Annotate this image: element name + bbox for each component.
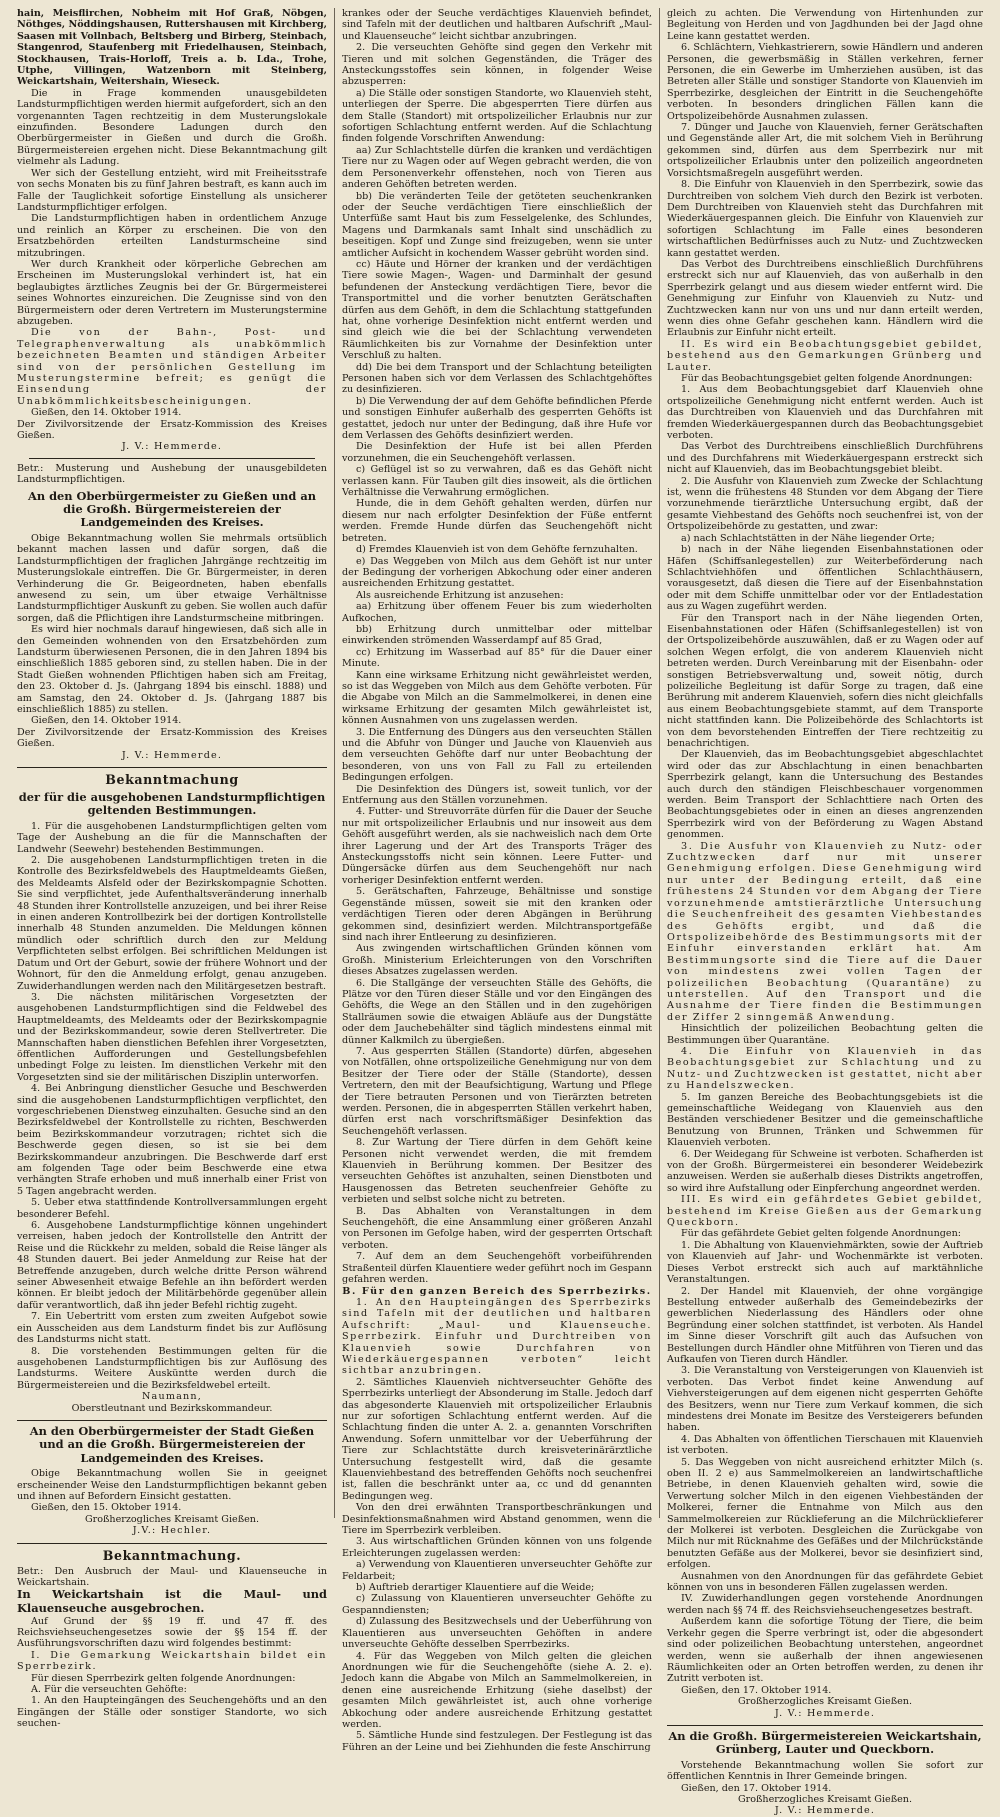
paragraph: aa) Zur Schlachtstelle dürfen die kranken und verdächtigen Tiere nur zu Wagen oder auf Wegen gebracht werden, die von dem Personenverkehr offenstehen, noch von Tieren aus anderen Gehöften betreten werden. <box>342 144 652 191</box>
numbered-paragraph: 6. Ausgehobene Landsturmpflichtige können ungehindert verreisen, haben jedoch der Kontrollstelle den Antritt der Reise und die Rückkehr zu melden, sobald die Reise länger als 48 Stunden dauert. Bei jeder Anmeldung zur Reise hat der Betreffende anzugeben, durch welche dritte Person während seiner Abwesenheit etwaige Befehle an ihn befördert werden können. Er bleibt jedoch der Militärbehörde gegenüber allein dafür verantwortlich, daß ihn jeder Befehl richtig zugeht. <box>17 1220 327 1311</box>
paragraph: cc) Erhitzung im Wasserbad auf 85° für die Dauer einer Minute. <box>342 646 652 670</box>
paragraph: 2. Sämtliches Klauenvieh nichtverseuchter Gehöfte des Sperrbezirks unterliegt der Absonderung im Stalle. Jedoch darf das abgesonderte Klauenvieh mit ortspolizeilicher Erlaubnis nur zur sofortigen Schlachtung entfernt werden. Auf die Schlachtung finden die unter A. 2. a. genannten Vorschriften Anwendung. Sofern unmittelbar vor der Ueberführung der Tiere zur Schlachtstätte durch kreisveterinärärztliche Untersuchung festgestellt wird, daß die gesamte Klauenviehbestand des betreffenden Gehöfts noch seuchenfrei ist, fallen die beschränkt unter aa, cc und dd genannten Bedingungen weg. <box>342 1376 652 1502</box>
paragraph: bb) Die veränderten Teile der getöteten seuchenkranken oder der Seuche verdächtigen Tiere einschließlich der Unterfüße samt Haut bis zum Fesselgelenke, des Schlundes, Magens und Darmkanals samt Inhalt sind unschädlich zu beseitigen. Kopf und Zunge sind freizugeben, wenn sie unter amtlicher Aufsicht in kochendem Wasser gebrüht worden sind. <box>342 190 652 259</box>
paragraph: 7. Auf dem an dem Seuchengehöft vorbeiführenden Straßenteil dürfen Klauentiere weder geführt noch im Gespann gefahren werden. <box>342 1251 652 1286</box>
paragraph: Von den drei erwähnten Transportbeschränkungen und Desinfektionsmaßnahmen wird Abstand genommen, wenn die Tiere im Sperrbezirk verbleiben. <box>342 1502 652 1537</box>
paragraph: 2. Die Ausfuhr von Klauenvieh zum Zwecke der Schlachtung ist, wenn die frühestens 48 Stunden vor dem Abgang der Tiere vorzunehmende tierärztliche Untersuchung ergibt, daß der gesamte Viehbestand des Gehöfts noch seuchenfrei ist, von der Ortspolizeibehörde zu gestatten, und zwar: <box>667 475 983 533</box>
paragraph: Die in Frage kommenden unausgebildeten Landsturmpflichtigen werden hiermit aufgefordert, sich an den vorgenannten Tagen rechtzeitig in dem Musterungslokale einzufinden. Besondere Ladungen durch den Oberbürgermeister in Gießen und durch die Großh. Bürgermeistereien ergehen nicht. Diese Bekanntmachung gilt vielmehr als Ladung. <box>17 87 327 168</box>
paragraph: 4. Futter- und Streuvorräte dürfen für die Dauer der Seuche nur mit ortspolizeilicher Erlaubnis und nur insoweit aus dem Gehöft ausgeführt werden, als sie nachweislich nach dem Orte ihrer Lagerung und der Art des Transports Träger des Ansteckungsstoffs nicht sein können. Leere Futter- und Düngersäcke dürfen aus dem Seuchengehöft nur nach vorheriger Desinfektion entfernt werden. <box>342 806 652 886</box>
signature-title: Oberstleutnant und Bezirkskommandeur. <box>71 1402 273 1414</box>
paragraph: Das Verbot des Durchtreibens einschließlich Durchführens erstreckt sich nur auf Klauenvieh, das von außerhalb in den Sperrbezirk gelangt und aus diesem wieder entfernt wird. Die Genehmigung zur Einfuhr von Klauenvieh zu Nutz- und Zuchtzwecken kann nur von uns und nur dann erteilt werden, wenn dies ohne Gefahr geschehen kann. Händlern wird die Erlaubnis zur Einfuhr nicht erteilt. <box>667 258 983 339</box>
column-2 <box>335 8 660 1753</box>
section-heading: B. Für den ganzen Bereich des Sperrbezirks. <box>342 1285 652 1297</box>
paragraph: Als ausreichende Erhitzung ist anzusehen: <box>356 589 564 601</box>
issuer-line: Der Zivilvorsitzende der Ersatz-Kommission des Kreises Gießen. <box>17 726 327 750</box>
paragraph: 1. An den Haupteingängen des Sperrbezirks sind Tafeln mit der deutlichen und haltbaren Aufschrift: „Maul- und Klauenseuche. Sperrbezirk. Einfuhr und Durchtreiben von Klauenvieh sowie Durchfahren von Wiederkäuergespannen verboten“ leicht sichtbar anzubringen. <box>342 1296 652 1377</box>
column-3 <box>660 8 990 1817</box>
betreff-line: Betr.: Den Ausbruch der Maul- und Klauenseuche in Weickartshain. <box>17 1565 327 1588</box>
paragraph: d) Fremdes Klauenvieh ist von dem Gehöfte fernzuhalten. <box>356 544 638 556</box>
paragraph: gleich zu achten. Die Verwendung von Hirtenhunden zur Begleitung von Herden und von Jagdhunden bei der Jagd ohne Leine kann gestattet werden. <box>667 8 983 42</box>
divider <box>17 1543 327 1544</box>
paragraph: e) Das Weggeben von Milch aus dem Gehöft ist nur unter der Bedingung der vorherigen Abkochung oder einer anderen ausreichenden Erhitzung gestattet. <box>342 555 652 590</box>
paragraph: bb) Erhitzung durch unmittelbar oder mittelbar einwirkenden strömenden Wasserdampf auf 85 Grad, <box>342 623 652 647</box>
paragraph: Auf Grund der §§ 19 ff. und 47 ff. des Reichsviehseuchengesetzes sowie der §§ 154 ff. der Ausführungsvorschriften dazu wird folgendes bestimmt: <box>17 1615 327 1650</box>
paragraph: 8. Die Einfuhr von Klauenvieh in den Sperrbezirk, sowie das Durchtreiben von solchem Vieh durch den Bezirk ist verboten. Dem Durchtreiben von Klauenvieh steht das Durchfahren mit Wiederkäuergespannen gleich. Die Einfuhr von Klauenvieh zur sofortigen Schlachtung im Falle eines besonderen wirtschaftlichen Bedürfnisses auch zu Nutz- und Zuchtzwecken kann gestattet werden. <box>667 179 983 259</box>
paragraph: B. Das Abhalten von Veranstaltungen in dem Seuchengehöft, die eine Ansammlung einer größeren Anzahl von Personen im Gefolge haben, wird der gesperrten Ortschaft verboten. <box>342 1205 652 1251</box>
paragraph: Ausnahmen von den Anordnungen für das gefährdete Gebiet können von uns in besonderen Fällen zugelassen werden. <box>667 1570 983 1594</box>
paragraph: Obige Bekanntmachung wollen Sie mehrmals ortsüblich bekannt machen lassen und dafür sorgen, daß die Landsturmpflichtigen der fraglichen Jahrgänge rechtzeitig im Musterungslokale eintreffen. Die Gr. Bürgermeister, in deren Verhinderung die Gr. Beigeordneten, haben ebenfalls anwesend zu sein, um über etwaige Verhältnisse Landsturmpflichtiger Auskunft zu geben. Sie wollen auch dafür sorgen, daß die Pflichtigen ihre Landsturmscheine mitbringen. <box>17 532 327 624</box>
paragraph: b) Auftrieb derartiger Klauentiere auf die Weide; <box>356 1582 595 1594</box>
paragraph: Hunde, die in dem Gehöft gehalten werden, dürfen nur diesem nur nach erfolgter Desinfektion der Füße entfernt werden. Fremde Hunde dürfen das Seuchengehöft nicht betreten. <box>342 498 652 544</box>
column-1 <box>10 8 335 1730</box>
numbered-paragraph: 1. Für die ausgehobenen Landsturmpflichtigen gelten vom Tage der Aushebung an die für die Mannschaften der Landwehr (Seewehr) bestehenden Bestimmungen. <box>17 820 327 855</box>
paragraph: 4. Für das Weggeben von Milch gelten die gleichen Anordnungen wie für die Seuchengehöfte (siehe A. 2. e). Jedoch kann die Abgabe von Milch an Sammelmolkereien, in denen eine ausreichende Erhitzung (siehe daselbst) der gesamten Milch gewährleistet ist, auch ohne vorherige Abkochung oder andere ausreichende Erhitzung gestattet werden. <box>342 1650 652 1730</box>
paragraph: Für das Beobachtungsgebiet gelten folgende Anordnungen: <box>681 373 973 384</box>
divider <box>667 1725 983 1726</box>
paragraph: Vorstehende Bekanntmachung wollen Sie sofort zur öffentlichen Kenntnis in Ihrer Gemeinde bringen. <box>667 1759 983 1783</box>
paragraph: Außerdem kann die sofortige Tötung der Tiere, die beim Verkehr gegen die Sperre verbringt ist, oder die abgesondert sind oder polizeilichen Beobachtung unterstehen, angeordnet werden, wenn sie außerhalb der ihnen angewiesenen Räumlichkeiten oder an Orten betroffen werden, zu denen ihr Zutritt verboten ist. <box>667 1616 983 1685</box>
paragraph: 3. Aus wirtschaftlichen Gründen können von uns folgende Erleichterungen zugelassen werden: <box>342 1536 652 1559</box>
paragraph: 3. Die Entfernung des Düngers aus den verseuchten Ställen und die Abfuhr von Dünger und Jauche von Klauenvieh aus dem verseuchten Gehöfte darf nur unter Beobachtung der besonderen, von uns von Fall zu Fall zu erteilenden Bedingungen erfolgen. <box>342 726 652 784</box>
paragraph: Kann eine wirksame Erhitzung nicht gewährleistet werden, so ist das Weggeben von Milch aus dem Gehöfte verboten. Für die Abgabe von Milch an die Sammelmolkerei, in denen eine wirksame Erhitzung der gesamten Milch gewährleistet ist, können Ausnahmen von uns zugelassen werden. <box>342 669 652 727</box>
signature-name: Naumann, <box>141 1391 203 1403</box>
paragraph: Die Desinfektion des Düngers ist, soweit tunlich, vor der Entfernung aus den Ställen vorzunehmen. <box>342 783 652 807</box>
paragraph: 6. Die Stallgänge der verseuchten Ställe des Gehöfts, die Plätze vor den Türen dieser Ställe und vor den Eingängen des Gehöfts, die Wege an den Ställen und in den zugehörigen Stallräumen sowie die etwaigen Abläufe aus der Dungstätte oder dem Jauchebehälter sind täglich mindestens einmal mit dünner Kalkmilch zu übergießen. <box>342 977 652 1046</box>
paragraph: 3. Die Veranstaltung von Versteigerungen von Klauenvieh ist verboten. Das Verbot findet keine Anwendung auf Viehversteigerungen auf dem eigenen nicht gesperrten Gehöfte des Besitzers, wenn nur Tiere zum Verkauf kommen, die sich mindestens drei Monate im Besitze des Versteigerers befunden haben. <box>667 1365 983 1434</box>
paragraph: Für den Transport nach in der Nähe liegenden Orten, Eisenbahnstationen oder Häfen (Schiffsanlegestellen) ist von der Ortspolizeibehörde auszuwählen, daß er zu Wagen oder auf solchen Wegen erfolgt, die von anderem Klauenvieh nicht betreten werden. Durch Vereinbarung mit der Eisenbahn- oder sonstigen Betriebsverwaltung und, soweit nötig, durch polizeiliche Begleitung ist dafür Sorge zu tragen, daß eine Berührung mit anderem Klauenvieh, sofern dies nicht gleichfalls aus einem Beobachtungsgebiete stammt, auf dem Transporte nicht stattfinden kann. Die Polizeibehörde des Schlachtorts ist von dem bevorstehenden Eintreffen der Tiere rechtzeitig zu benachrichtigen. <box>667 612 983 749</box>
paragraph: b) nach in der Nähe liegenden Eisenbahnstationen oder Häfen (Schiffsanlegestellen) zur Weiterbeförderung nach Schlachtviehhöfen und öffentlichen Schlachthäusern, vorausgesetzt, daß diesen die Tiere auf der Eisenbahnstation oder mit dem Schiffe unmittelbar oder vor der Entladestation aus zu Wagen zugeführt werden. <box>667 544 983 613</box>
paragraph: a) nach Schlachtstätten in der Nähe liegender Orte; <box>681 532 935 544</box>
place-list: hain, Meisflirchen, Nobheim mit Hof Graß, Nöbgen, Nöthges, Nöddingshausen, Ruttershausen mit Kirchberg, Saasen mit Vollnbach, Beltsberg und Birberg, Steinbach, Stangenrod, Staufenberg mit Friedelhausen, Steinbach, Stockhausen, Trais-Horloff, Treis a. b. Lda., Trohe, Utphe, Villingen, Watzenborn mit Steinberg, Weickartshain, Weitershain, Wieseck. <box>17 8 327 88</box>
signature: J. V.: Hemmerde. <box>121 441 223 453</box>
paragraph: d) Zulassung des Besitzwechsels und der Ueberführung von Klauentieren aus unverseuchten Gehöften in andere unverseuchte Gehöfte desselben Sperrbezirks. <box>342 1616 652 1651</box>
paragraph: Aus zwingenden wirtschaftlichen Gründen können vom Großh. Ministerium Erleichterungen von den Vorschriften dieses Absatzes zugelassen werden. <box>342 943 652 978</box>
paragraph: IV. Zuwiderhandlungen gegen vorstehende Anordnungen werden nach §§ 74 ff. des Reichsviehseuchengesetzes bestraft. <box>667 1593 983 1616</box>
paragraph: c) Zulassung von Klauentieren unverseuchter Gehöfte zu Gespanndiensten; <box>342 1593 652 1616</box>
divider <box>17 767 327 768</box>
headline: In Weickartshain ist die Maul- und Klauenseuche ausgebrochen. <box>17 1587 327 1615</box>
paragraph: 1. An den Haupteingängen des Seuchengehöfts und an den Eingängen der Ställe oder sonstiger Standorte, wo sich seuchen- <box>17 1695 327 1730</box>
paragraph: Das Verbot des Durchtreibens einschließlich Durchführens und des Durchfahrens mit Wiederkäuergespann erstreckt sich nicht auf Klauenvieh, das im Beobachtungsgebiet bleibt. <box>667 441 983 476</box>
date-line: Gießen, den 14. Oktober 1914. <box>31 715 182 727</box>
paragraph: I. Die Gemarkung Weickartshain bildet ein Sperrbezirk. <box>17 1649 327 1673</box>
date-line: Gießen, den 17. Oktober 1914. <box>681 1782 832 1794</box>
signature: J. V.: Hemmerde. <box>774 1805 876 1817</box>
divider <box>29 458 315 459</box>
signature: J. V.: Hemmerde. <box>121 749 223 761</box>
signature: J.V.: Hechler. <box>132 1525 212 1537</box>
paragraph: krankes oder der Seuche verdächtiges Klauenvieh befindet, sind Tafeln mit der deutlichen und haltbaren Aufschrift „Maul- und Klauenseuche“ leicht sichtbar anzubringen. <box>342 8 652 42</box>
paragraph: c) Geflügel ist so zu verwahren, daß es das Gehöft nicht verlassen kann. Für Tauben gilt dies insoweit, als die örtlichen Verhältnisse die Verwahrung ermöglichen. <box>342 464 652 499</box>
section-heading: An die Großh. Bürgermeistereien Weickartshain, Grünberg, Lauter und Queckborn. <box>668 1728 982 1757</box>
issuer-line: Großherzogliches Kreisamt Gießen. <box>737 1793 913 1805</box>
paragraph: 6. Schlächtern, Viehkastrierern, sowie Händlern und anderen Personen, die gewerbsmäßig in Ställen verkehren, ferner Personen, die ein Gewerbe im Umherziehen ausüben, ist das Betreten aller Ställe und sonstiger Standorte von Klauenvieh im Sperrbezirke, desgleichen der Eintritt in die Seuchengehöfte verboten. In besonders dringlichen Fällen kann die Ortspolizeibehörde Ausnahmen zulassen. <box>667 42 983 122</box>
paragraph: Für diesen Sperrbezirk gelten folgende Anordnungen: <box>31 1672 296 1684</box>
paragraph: dd) Die bei dem Transport und der Schlachtung beteiligten Personen haben sich vor dem Verlassen des Schlachtgehöftes zu desinfizieren. <box>342 361 652 396</box>
paragraph: 2. Der Handel mit Klauenvieh, der ohne vorgängige Bestellung entweder außerhalb des Gemeindebezirks der gewerblichen Niederlassung des Händlers oder ohne Begründung einer solchen stattfindet, ist verboten. Als Handel im Sinne dieser Vorschrift gilt auch das Aufsuchen von Bestellungen durch Händler ohne Mitführen von Tieren und das Aufkaufen von Tieren durch Händler. <box>667 1285 983 1365</box>
paragraph: Wer sich der Gestellung entzieht, wird mit Freiheitsstrafe von sechs Monaten bis zu fünf Jahren bestraft, es kann auch im Falle der Tauglichkeit sofortige Einstellung als unsicherer Landsturmpflichtiger erfolgen. <box>17 167 327 213</box>
paragraph: a) Die Ställe oder sonstigen Standorte, wo Klauenvieh steht, unterliegen der Sperre. Die abgesperrten Tiere dürfen aus dem Stalle (Standort) mit ortspolizeilicher Erlaubnis nur zur sofortigen Schlachtung entfernt werden. Auf die Schlachtung finden folgende Vorschriften Anwendung: <box>342 87 652 145</box>
paragraph: 7. Aus gesperrten Ställen (Standorte) dürfen, abgesehen von Notfällen, ohne ortspolizeiliche Genehmigung nur von dem Besitzer der Tiere oder der Ställe (Standorte), dessen Vertretern, den mit der Beaufsichtigung, Wartung und Pflege der Tiere betrauten Personen und von Tierärzten betreten werden. Personen, die in abgesperrten Ställen verkehrt haben, dürfen erst nach vorschriftsmäßiger Desinfektion das Seuchengehöft verlassen. <box>342 1045 652 1137</box>
paragraph: 4. Die Einfuhr von Klauenvieh in das Beobachtungsgebiet zur Schlachtung und zu Nutz- und Zuchtzwecken ist gestattet, nicht aber zu Handelszwecken. <box>667 1045 983 1092</box>
paragraph: Es wird hier nochmals darauf hingewiesen, daß sich alle in den Gemeinden wohnenden von den Ersatzbehörden zum Landsturm überwiesenen Personen, die in den Jahren 1894 bis einschließlich 1885 geboren sind, zu stellen haben. Die in der Stadt Gießen wohnenden Pflichtigen haben sich am Freitag, den 23. Oktober d. Js. (Jahrgang 1894 bis einschl. 1888) und am Samstag, den 24. Oktober d. Js. (Jahrgang 1887 bis einschließlich 1885) zu stellen. <box>17 624 327 715</box>
paragraph: Die von der Bahn-, Post- und Telegraphenverwaltung als unabkömmlich bezeichneten Beamten und ständigen Arbeiter sind von der persönlichen Gestellung im Musterungstermine befreit; es genügt die Einsendung der Unabkömmlichkeitsbescheinigungen. <box>17 327 327 407</box>
paragraph: III. Es wird ein gefährdetes Gebiet gebildet, bestehend im Kreise Gießen aus der Gemarkung Queckborn. <box>667 1194 983 1229</box>
issuer-line: Der Zivilvorsitzende der Ersatz-Kommission des Kreises Gießen. <box>17 418 327 442</box>
paragraph: 4. Das Abhalten von öffentlichen Tierschauen mit Klauenvieh ist verboten. <box>667 1433 983 1457</box>
paragraph: Wer durch Krankheit oder körperliche Gebrechen am Erscheinen im Musterungslokal verhindert ist, hat ein beglaubigtes ärztliches Zeugnis bei der Gr. Bürgermeisterei seines Wohnortes einzureichen. Die Zeugnisse sind von den Bürgermeistern oder deren Vertretern im Musterungstermine abzugeben. <box>17 258 327 327</box>
signature: J. V.: Hemmerde. <box>774 1707 876 1719</box>
numbered-paragraph: 4. Bei Anbringung dienstlicher Gesuche und Beschwerden sind die ausgehobenen Landsturmpflichtigen verpflichtet, den vorgeschriebenen Dienstweg einzuhalten. Gesuche sind an den Bezirksfeldwebel der Kontrollstelle zu richten, Beschwerden beim Bezirkskommandeur vorzutragen; richtet sich die Beschwerde gegen diesen, so ist sie bei dem Bezirkskommandeur anzubringen. Die Beschwerde darf erst am folgenden Tage oder beim Beschwerde eine etwa verhängten Strafe erhoben und muß innerhalb einer Frist von 5 Tagen angebracht werden. <box>17 1083 327 1197</box>
numbered-paragraph: 7. Ein Uebertritt vom ersten zum zweiten Aufgebot sowie ein Ausscheiden aus dem Landsturm findet bis zur Auflösung des Landsturms nicht statt. <box>17 1311 327 1346</box>
paragraph: aa) Erhitzung über offenem Feuer bis zum wiederholten Aufkochen, <box>342 601 652 624</box>
announcement-title: Bekanntmachung <box>105 772 239 787</box>
paragraph: a) Verwendung von Klauentieren unverseuchter Gehöfte zur Feldarbeit; <box>342 1559 652 1582</box>
paragraph: 6. Der Weidegang für Schweine ist verboten. Schafherden ist von der Großh. Bürgermeisterei ein besonderer Weidebezirk anzuweisen. Werden sie außerhalb dieses Distrikts angetroffen, so wird ihre Aufstallung oder Einpferchung angeordnet werden. <box>667 1148 983 1194</box>
paragraph: Für das gefährdete Gebiet gelten folgende Anordnungen: <box>681 1228 961 1240</box>
section-heading: An den Oberbürgermeister zu Gießen und an die Großh. Bürgermeistereien der Landgemeinden des Kreises. <box>28 488 316 530</box>
date-line: Gießen, den 14. Oktober 1914. <box>31 407 182 419</box>
section-heading: An den Oberbürgermeister der Stadt Gießen und an die Großh. Bürgermeistereien der Landgemeinden des Kreises. <box>29 1423 315 1465</box>
announcement-title: Bekanntmachung. <box>102 1547 242 1563</box>
paragraph: II. Es wird ein Beobachtungsgebiet gebildet, bestehend aus den Gemarkungen Grünberg und Lauter. <box>667 338 983 373</box>
numbered-paragraph: 5. Ueber etwa stattfindende Kontrollversammlungen ergeht besonderer Befehl. <box>17 1197 327 1220</box>
paragraph: b) Die Verwendung der auf dem Gehöfte befindlichen Pferde und sonstigen Einhufer außerhalb des gesperrten Gehöfts ist gestattet, jedoch nur unter der Bedingung, daß ihre Hufe vor dem Verlassen des Gehöfts desinfiziert werden. <box>342 395 652 442</box>
paragraph: 5. Sämtliche Hunde sind festzulegen. Der Festlegung ist das Führen an der Leine und bei Ziehhunden die feste Anschirrung <box>342 1730 652 1753</box>
numbered-paragraph: 8. Die vorstehenden Bestimmungen gelten für die ausgehobenen Landsturmpflichtigen bis zur Auflösung des Landsturms. Weitere Ausküntte werden durch die Bürgermeistereien und die Bezirksfeldwebel erteilt. <box>17 1345 327 1391</box>
issuer-line: Großherzogliches Kreisamt Gießen. <box>84 1513 260 1525</box>
betreff-line: Betr.: Musterung und Aushebung der unausgebildeten Landsturmpflichtigen. <box>17 462 327 486</box>
numbered-paragraph: 2. Die ausgehobenen Landsturmpflichtigen treten in die Kontrolle des Bezirksfeldwebels des Hauptmeldeamts Gießen, des Meldeamts Alsfeld oder der Bezirkskompagnie Schotten. Sie sind verpflichtet, jede Aufenthaltsveränderung innerhalb 48 Stunden ihrer Kontrollstelle anzuzeigen, und bei ihrer Reise in einen anderen Kontrollbezirk bei der dortigen Kontrollstelle innerhalb 48 Stunden anzumelden. Die Meldungen können mündlich oder schriftlich durch den zur Meldung Verpflichteten selbst erfolgen. Bei schriftlichen Meldungen ist Datum und Ort der Geburt, sowie der frühere Wohnort und der Wohnort, für den die Anmeldung erfolgt, genau anzugeben. Zuwiderhandlungen werden nach den Militärgesetzen bestraft. <box>17 855 327 992</box>
paragraph: 1. Die Abhaltung von Klauenviehmärkten, sowie der Auftrieb von Klauenvieh auf Jahr- und Wochenmärkte ist verboten. Dieses Verbot erstreckt sich auch auf marktähnliche Veranstaltungen. <box>667 1239 983 1286</box>
paragraph: Obige Bekanntmachung wollen Sie in geeignet erscheinender Weise den Landsturmpflichtigen bekannt geben und ihnen auf Befordern Einsicht gestatten. <box>17 1468 327 1502</box>
paragraph: Der Klauenvieh, das im Beobachtungsgebiet abgeschlachtet wird oder das zur Abschlachtung in einen benachbarten Sperrbezirk gelangt, kann die Untersuchung des Bestandes auch durch den ständigen Fleischbeschauer vorgenommen werden. Beim Transport der Schlachttiere nach Orten des Beobachtungsgebietes oder in einen an dieses angrenzenden Sperrbezirk wird von der Beförderung zu Wagen Abstand genommen. <box>667 749 983 841</box>
paragraph: Die Landsturmpflichtigen haben in ordentlichem Anzuge und reinlich an Körper zu erscheinen. Die von den Ersatzbehörden erteilten Landsturmscheine sind mitzubringen. <box>17 213 327 259</box>
numbered-paragraph: 3. Die nächsten militärischen Vorgesetzten der ausgehobenen Landsturmpflichtigen sind die Feldwebel des Hauptmeldeamts, des Meldeamts oder der Bezirkskompagnie und der Bezirkskommandeur, sowie deren Stellvertreter. Die Mannschaften haben dienstlichen Befehlen ihrer Vorgesetzten, öffentlichen Aufforderungen und Gestellungsbefehlen unbedingt Folge zu leisten. Im dienstlichen Verkehr mit den Vorgesetzten sind sie der militärischen Disziplin unterworfen. <box>17 991 327 1083</box>
paragraph: 2. Die verseuchten Gehöfte sind gegen den Verkehr mit Tieren und mit solchen Gegenständen, die Träger des Ansteckungsstoffes sein können, in folgender Weise abzusperren: <box>342 42 652 88</box>
paragraph: 5. Das Weggeben von nicht ausreichend erhitzter Milch (s. oben II. 2 e) aus Sammelmolkereien an landwirtschaftliche Betriebe, in denen Klauenvieh gehalten wird, sowie die Verwertung solcher Milch in den eigenen Viehbeständen der Molkerei, ferner die Entnahme von Milch aus den Sammelmolkereien zur Rücklieferung an die Milchrücklieferer der Molkerei ist verboten. Desgleichen die Zurückgabe von Milch nur mit Rücknahme des Gefäßes und der Milchrückstände benutzten Gefäße aus der Molkerei, bevor sie desinfiziert sind, erfolgen. <box>667 1456 983 1571</box>
paragraph: 5. Gerätschaften, Fahrzeuge, Behältnisse und sonstige Gegenstände müssen, soweit sie mit den kranken oder verdächtigen Tieren oder deren Abgängen in Berührung gekommen sind, desinfiziert werden. Milchtransportgefäße sind nach ihrer Entleerung zu desinfizieren. <box>342 886 652 943</box>
issuer-line: Großherzogliches Kreisamt Gießen. <box>737 1696 913 1708</box>
paragraph: A. Für die verseuchten Gehöfte: <box>31 1684 187 1696</box>
paragraph: 1. Aus dem Beobachtungsgebiet darf Klauenvieh ohne ortspolizeiliche Genehmigung nicht entfernt werden. Auch ist das Durchtreiben von Klauenvieh und das Durchfahren mit fremden Wiederkäuergespannen durch das Beobachtungsgebiet verboten. <box>667 384 983 442</box>
paragraph: cc) Häute und Hörner der kranken und der verdächtigen Tiere sowie Magen-, Wagen- und Darminhalt der gesund befundenen der Ansteckung verdächtigen Tiere, bevor die Transportmittel und die vorher benutzten Gerätschaften dürfen aus dem Gehöft, in dem die Schlachtung stattgefunden hat, ohne vorherige Desinfektion nicht entfernt werden und sind gleich wie die bei der Schlachtung verwendeten Räumlichkeiten bis zur Vornahme der Desinfektion unter Verschluß zu halten. <box>342 258 652 362</box>
date-line: Gießen, den 17. Oktober 1914. <box>681 1684 832 1696</box>
divider <box>17 1420 327 1421</box>
paragraph: Die Desinfektion der Hufe ist bei allen Pferden vorzunehmen, die ein Seuchengehöft verlassen. <box>342 441 652 464</box>
paragraph: 8. Zur Wartung der Tiere dürfen in dem Gehöft keine Personen nicht verwendet werden, die mit fremdem Klauenvieh in Berührung kommen. Der Besitzer des verseuchten Gehöftes ist anzuhalten, seinen Dienstboten und Hausgenossen das Betreten seuchenfreier Gehöfte zu verbieten und selbst solche nicht zu betreten. <box>342 1137 652 1206</box>
paragraph: 5. Im ganzen Bereiche des Beobachtungsgebiets ist die gemeinschaftliche Weidegang von Klauenvieh aus den Beständen verschiedener Besitzer und die gemeinschaftliche Benutzung von Brunnen, Tränken und Schwemmen für Klauenvieh verboten. <box>667 1091 983 1149</box>
paragraph: Hinsichtlich der polizeilichen Beobachtung gelten die Bestimmungen über Quarantäne. <box>667 1023 983 1046</box>
paragraph: 3. Die Ausfuhr von Klauenvieh zu Nutz- oder Zuchtzwecken darf nur mit unserer Genehmigung erfolgen. Diese Genehmigung wird nur unter der Bedingung erteilt, daß eine frühestens 24 Stunden vor dem Abgang der Tiere vorzunehmende amtstierärztliche Untersuchung die Seuchenfreiheit des gesamten Viehbestandes des Gehöfts ergibt, und daß die Ortspolizeibehörde des Bestimmungsorts mit der Einfuhr einverstanden erklärt hat. Am Bestimmungsorte sind die Tiere auf die Dauer von mindestens zwei vollen Tagen der polizeilichen Beobachtung (Quarantäne) zu unterstellen. Auf den Transport und die Ausnahme der Tiere finden die Bestimmungen der Ziffer 2 sinngemäß Anwendung. <box>667 840 983 1023</box>
paragraph: 7. Dünger und Jauche von Klauenvieh, ferner Gerätschaften und Gegenstände aller Art, die mit solchem Vieh in Berührung gekommen sind, dürfen aus dem Sperrbezirk nur mit ortspolizeilicher Erlaubnis unter den polizeilich angeordneten Vorsichtsmaßregeln ausgeführt werden. <box>667 122 983 179</box>
announcement-subtitle: der für die ausgehobenen Landsturmpflichtigen geltenden Bestimmungen. <box>18 790 326 818</box>
date-line: Gießen, den 15. Oktober 1914. <box>31 1502 182 1514</box>
